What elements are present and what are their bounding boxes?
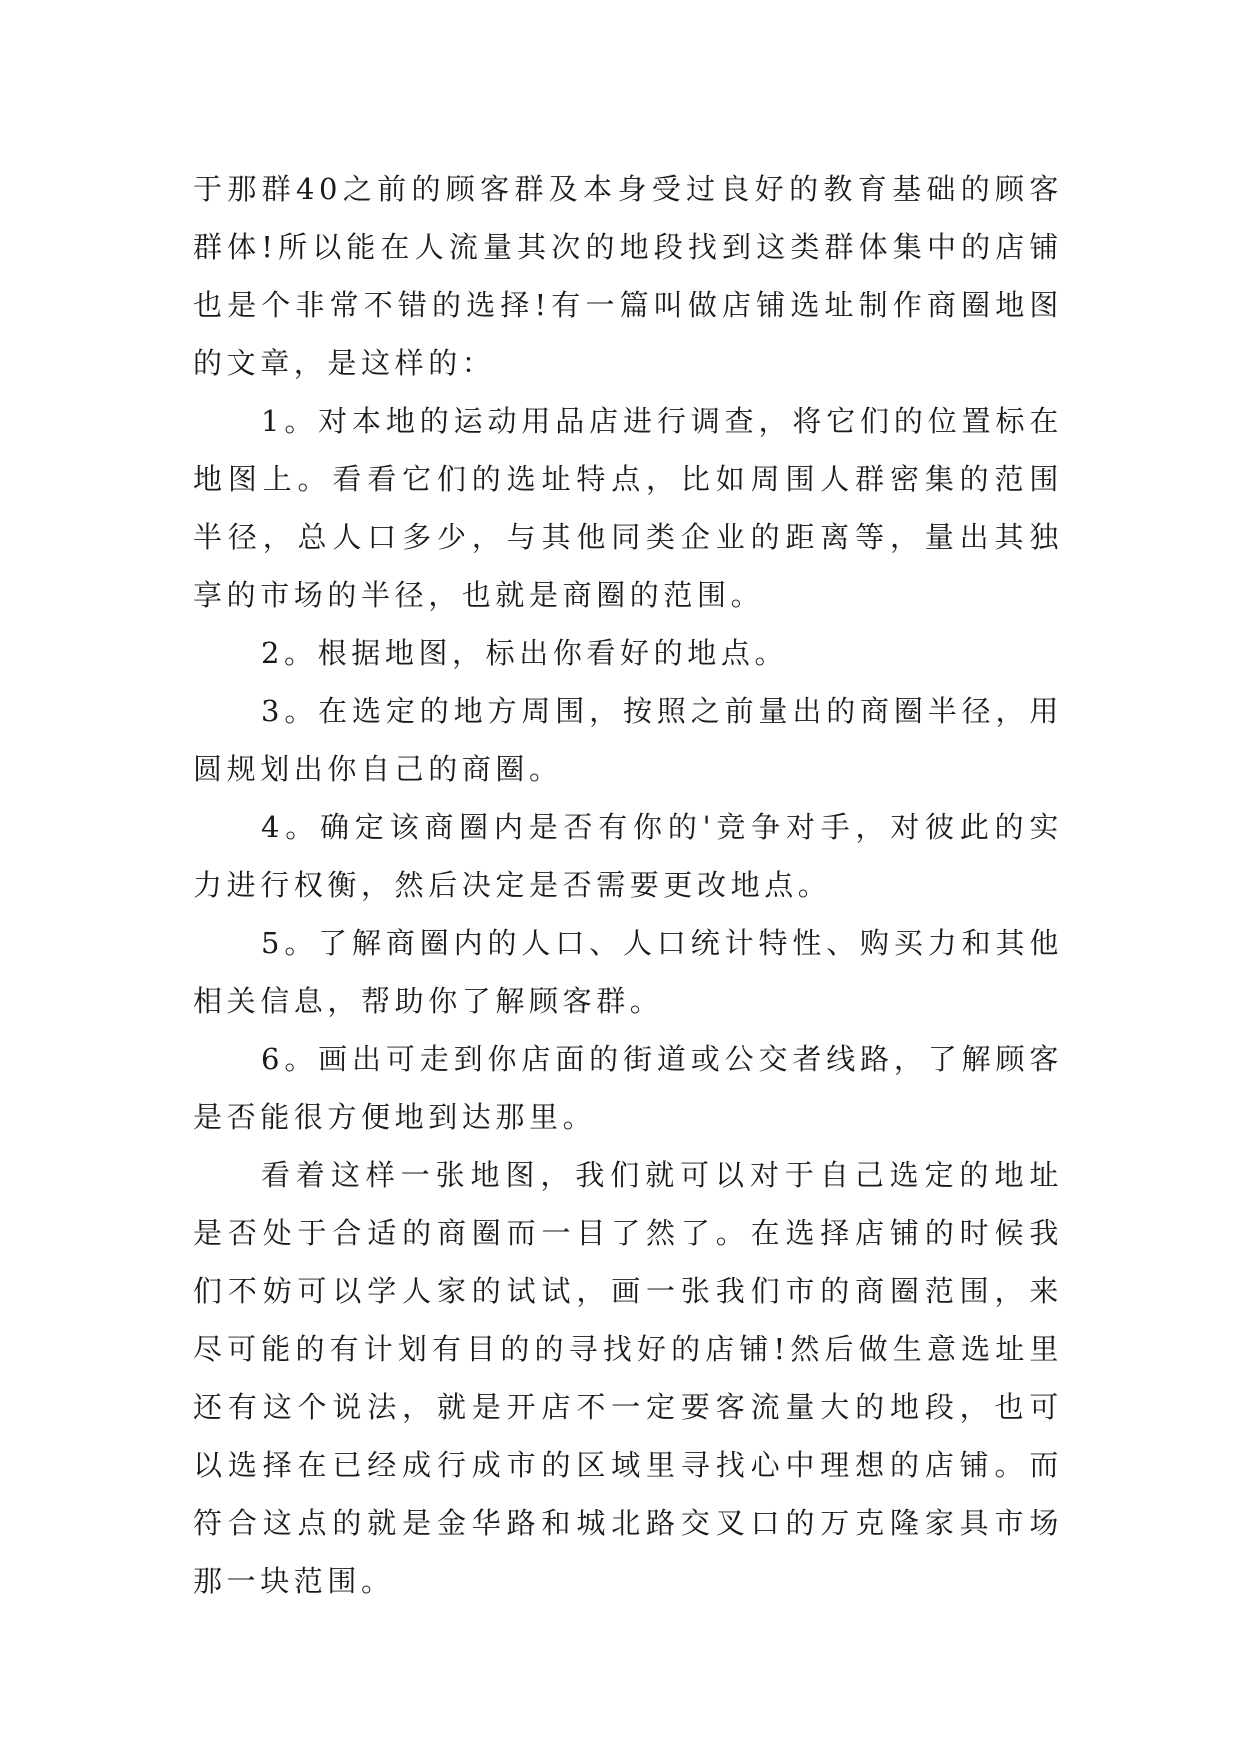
paragraph: 3。在选定的地方周围，按照之前量出的商圈半径，用圆规划出你自己的商圈。 xyxy=(193,694,1063,786)
paragraph: 2。根据地图，标出你看好的地点。 xyxy=(261,636,789,670)
paragraph: 4。确定该商圈内是否有你的'竞争对手，对彼此的实力进行权衡，然后决定是否需要更改地点。 xyxy=(193,810,1063,902)
paragraph: 看着这样一张地图，我们就可以对于自己选定的地址是否处于合适的商圈而一目了然了。在选择店铺的时候我们不妨可以学人家的试试，画一张我们市的商圈范围，来尽可能的有计划有目的的寻找好的店铺!然后做生意选址里还有这个说法，就是开店不一定要客流量大的地段，也可以选择在已经成行成市的区域里寻找心中理想的店铺。而符合这点的就是金华路和城北路交叉口的万克隆家具市场那一块范围。 xyxy=(193,1158,1063,1598)
paragraph: 5。了解商圈内的人口、人口统计特性、购买力和其他相关信息，帮助你了解顾客群。 xyxy=(193,926,1063,1018)
paragraph: 6。画出可走到你店面的街道或公交者线路，了解顾客是否能很方便地到达那里。 xyxy=(193,1042,1063,1134)
paragraph: 1。对本地的运动用品店进行调查，将它们的位置标在地图上。看看它们的选址特点，比如周围人群密集的范围半径，总人口多少，与其他同类企业的距离等，量出其独享的市场的半径，也就是商圈的范围。 xyxy=(193,404,1063,612)
document-body xyxy=(193,160,1063,1610)
paragraph: 于那群40之前的顾客群及本身受过良好的教育基础的顾客群体!所以能在人流量其次的地段找到这类群体集中的店铺也是个非常不错的选择!有一篇叫做店铺选址制作商圈地图的文章，是这样的： xyxy=(193,172,1063,380)
